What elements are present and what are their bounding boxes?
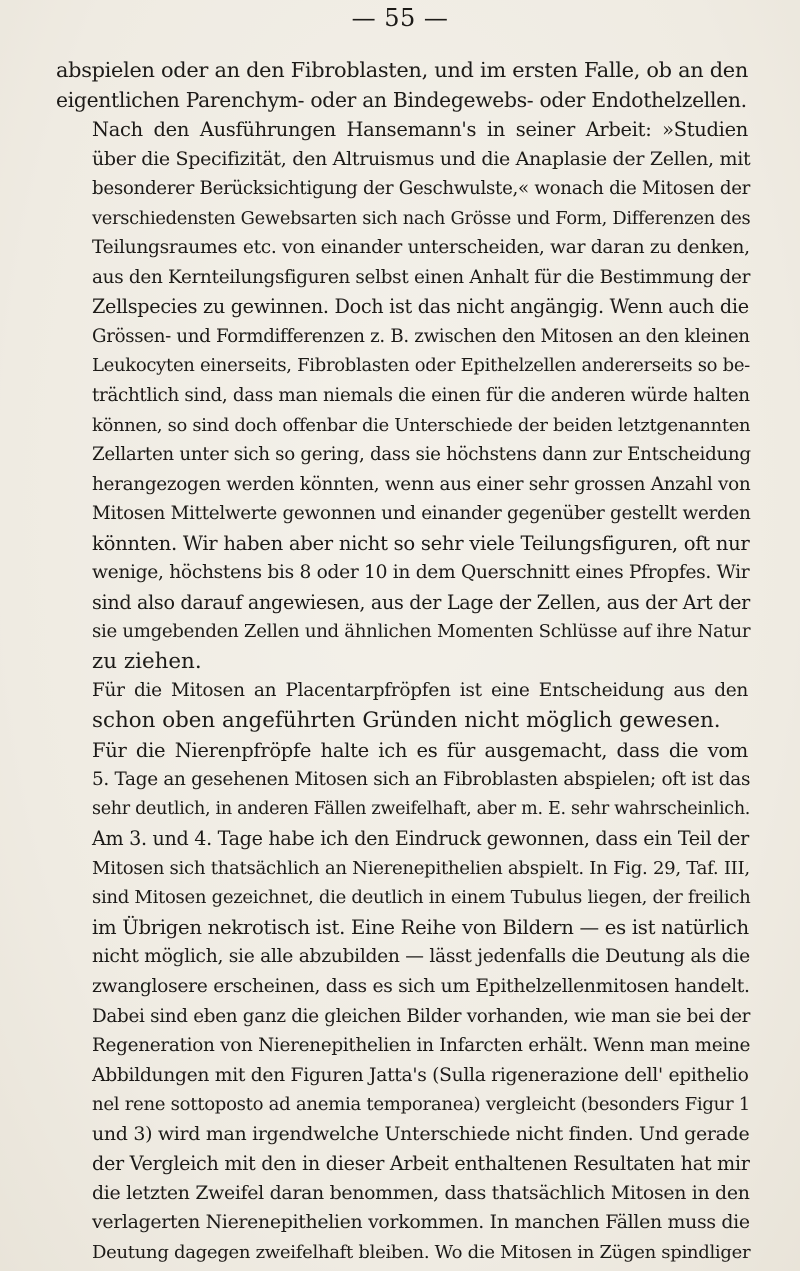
paragraph [56, 736, 751, 1268]
page-number: — 55 — [351, 4, 449, 32]
text-line: 5. Tage an gesehenen Mitosen sich an Fibroblasten abspielen; oft ist das [92, 769, 751, 791]
text-line: Deutung dagegen zweifelhaft bleiben. Wo die Mitosen in Zügen spindliger [92, 1241, 751, 1263]
text-line: sehr deutlich, in anderen Fällen zweifelhaft, aber m. E. sehr wahrscheinlich. [92, 798, 751, 819]
text-line: im Übrigen nekrotisch ist. Eine Reihe von Bildern — es ist natürlich [92, 915, 749, 939]
paragraph [56, 115, 751, 676]
text-line: die letzten Zweifel daran benommen, dass thatsächlich Mitosen in den [92, 1181, 750, 1204]
text-line: Regeneration von Nierenepithelien in Infarcten erhält. Wenn man meine [92, 1035, 751, 1057]
text-line: können, so sind doch offenbar die Unterschiede der beiden letztgenannten [92, 414, 751, 436]
text-line: eigentlichen Parenchym- oder an Bindegewebs- oder Endothelzellen. [56, 87, 747, 112]
text-line: sind also darauf angewiesen, aus der Lage der Zellen, aus der Art der [92, 590, 750, 614]
text-line: zwanglosere erscheinen, dass es sich um Epithelzellenmitosen handelt. [92, 975, 750, 997]
paragraph [56, 676, 748, 735]
text-line: Am 3. und 4. Tage habe ich den Eindruck gewonnen, dass ein Teil der [92, 827, 749, 851]
text-line: nel rene sottoposto ad anemia temporanea) vergleicht (besonders Figur 1 [92, 1094, 751, 1116]
text-line: Für die Nierenpfröpfe halte ich es für ausgemacht, dass die vom [92, 738, 748, 762]
paragraph [56, 56, 748, 115]
text-line: nicht möglich, sie alle abzubilden — lässt jedenfalls die Deutung als die [92, 946, 750, 968]
text-line: Leukocyten einerseits, Fibroblasten oder Epithelzellen andererseits so be- [92, 355, 750, 377]
text-line: aus den Kernteilungsfiguren selbst einen Anhalt für die Bestimmung der [92, 266, 751, 288]
text-line: Dabei sind eben ganz die gleichen Bilder vorhanden, wie man sie bei der [92, 1005, 751, 1027]
text-line: verlagerten Nierenepithelien vorkommen. In manchen Fällen muss die [92, 1211, 750, 1234]
text-line: Grössen- und Formdifferenzen z. B. zwischen den Mitosen an den kleinen [92, 325, 750, 347]
text-line: Für die Mitosen an Placentarpfröpfen ist eine Entscheidung aus den [92, 680, 748, 702]
text-line: und 3) wird man irgendwelche Unterschiede nicht finden. Und gerade [92, 1122, 750, 1145]
text-line: Zellspecies zu gewinnen. Doch ist das nicht angängig. Wenn auch die [92, 295, 749, 319]
text-line: über die Specifizität, den Altruismus und die Anaplasie der Zellen, mit [92, 147, 751, 170]
text-line: wenige, höchstens bis 8 oder 10 in dem Querschnitt eines Pfropfes. Wir [92, 562, 750, 584]
body-text [56, 56, 751, 1267]
text-line: trächtlich sind, dass man niemals die einen für die anderen würde halten [92, 385, 750, 407]
text-line: sie umgebenden Zellen und ähnlichen Momenten Schlüsse auf ihre Natur [92, 621, 751, 643]
text-line: schon oben angeführten Gründen nicht möglich gewesen. [92, 708, 721, 734]
text-line: der Vergleich mit den in dieser Arbeit enthaltenen Resultaten hat mir [92, 1152, 750, 1176]
text-line: herangezogen werden könnten, wenn aus einer sehr grossen Anzahl von [92, 473, 751, 495]
text-line: sind Mitosen gezeichnet, die deutlich in einem Tubulus liegen, der freilich [92, 887, 751, 909]
text-line: Mitosen sich thatsächlich an Nierenepithelien abspielt. In Fig. 29, Taf. III, [92, 857, 750, 879]
text-line: besonderer Berücksichtigung der Geschwulste,« wonach die Mitosen der [92, 178, 751, 200]
text-line: Teilungsraumes etc. von einander unterscheiden, war daran zu denken, [92, 237, 750, 259]
text-line: Zellarten unter sich so gering, dass sie höchstens dann zur Entscheidung [92, 444, 751, 466]
text-line: abspielen oder an den Fibroblasten, und im ersten Falle, ob an den [56, 58, 748, 82]
text-line: verschiedensten Gewebsarten sich nach Grösse und Form, Differenzen des [92, 207, 751, 229]
text-line: Nach den Ausführungen Hansemann's in seiner Arbeit: »Studien [92, 118, 748, 142]
text-line: Mitosen Mittelwerte gewonnen und einander gegenüber gestellt werden [92, 503, 751, 525]
text-line: zu ziehen. [92, 648, 202, 674]
text-line: könnten. Wir haben aber nicht so sehr viele Teilungsfiguren, oft nur [92, 531, 750, 555]
text-line: Abbildungen mit den Figuren Jatta's (Sulla rigenerazione dell' epithelio [92, 1064, 749, 1086]
